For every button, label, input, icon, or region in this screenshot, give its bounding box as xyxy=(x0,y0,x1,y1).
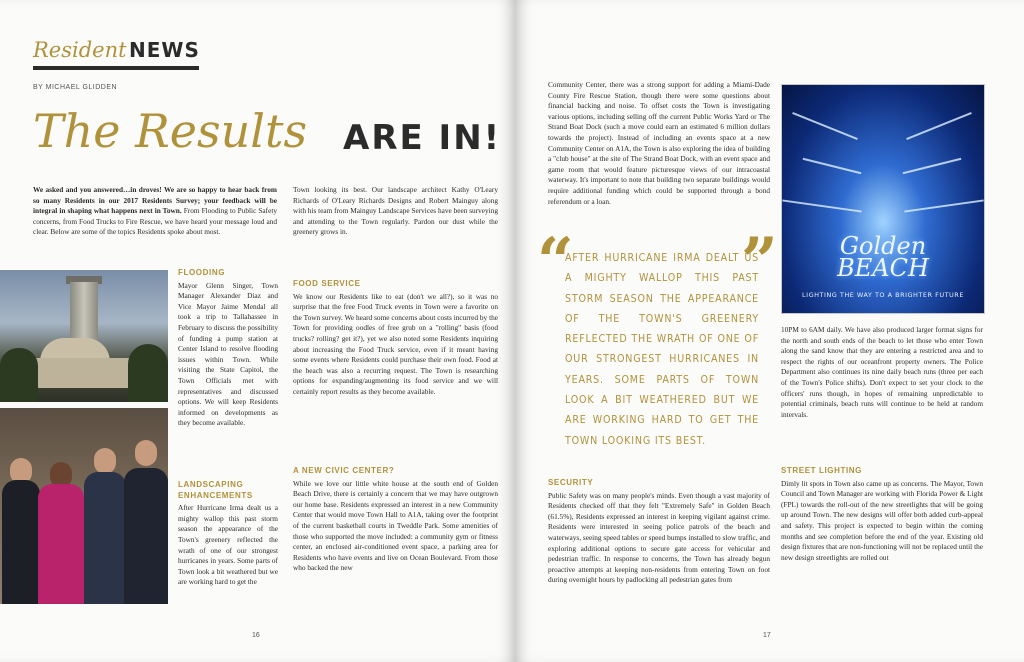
open-quote-icon: “ xyxy=(537,224,574,299)
civic-heading: A NEW CIVIC CENTER? xyxy=(293,466,395,475)
flooding-heading: FLOODING xyxy=(178,268,226,277)
cover-subtitle: LIGHTING THE WAY TO A BRIGHTER FUTURE xyxy=(802,291,964,299)
light-beam xyxy=(904,199,983,212)
person-2 xyxy=(38,446,84,604)
headline xyxy=(33,104,502,174)
security-section xyxy=(548,478,770,586)
light-beam xyxy=(906,112,972,140)
capitol-photo xyxy=(0,270,168,402)
food-section xyxy=(293,279,498,398)
person-4 xyxy=(124,434,168,604)
cover-title-line-2: BEACH xyxy=(837,254,929,282)
column-2-top xyxy=(293,185,498,238)
section-logo-bold: NEWS xyxy=(129,38,200,62)
landscaping-continued: Town looking its best. Our landscape architect Kathy O'Leary Richards of O'Leary Richards Designs and Robert Mainguy along with his team from Mainguy Landscape Services have been surveying and attending to the Town regularly. Pardon our dust while the greenery grows in. xyxy=(293,185,498,237)
officials-photo xyxy=(0,408,168,604)
pull-quote-text: AFTER HURRICANE IRMA DEALT US A MIGHTY WALLOP THIS PAST STORM SEASON THE APPEARANCE OF THE TOWN'S GREENERY REFLECTED THE WRATH OF ONE OF OUR STRONGEST HURRICANES IN YEARS. SOME PARTS OF TOWN LOOK A BIT WEATHERED BUT WE ARE WORKING HARD TO GET THE TOWN LOOKING ITS BEST. xyxy=(565,252,759,447)
civic-section xyxy=(293,466,498,574)
lighting-section xyxy=(781,466,983,563)
lighting-body: Dimly lit spots in Town also came up as concerns. The Mayor, Town Council and Town Manager are working with Florida Power & Light (FPL) towards the roll-out of the new streetlights that will be going up around Town. The new designs will offer both added curb-appeal and safety. This project is expected to begin within the coming months and see completion before the end of the year. Existing old design fixtures that are non-functioning will not be replaced until the new design streetlights are rolled out xyxy=(781,478,983,562)
person-3 xyxy=(84,438,126,604)
cover-title xyxy=(782,232,984,282)
landscaping-section xyxy=(178,480,278,588)
page-number-right: 17 xyxy=(763,632,771,639)
security-continued: 10PM to 6AM daily. We have also produced larger format signs for the north and south ends of the beach to let those who enter Town along the sand know that they are entering a restricted area and to respect the rights of our oceanfront property owners. The Police Department also continues its nine daily beach runs (three per each of the Town's Police shifts). Don't expect to set your clock to the officers' runs though, in hopes of remaining unpredictable to potential criminals, beach runs will continue to be held at random intervals. xyxy=(781,325,983,419)
intro-bold: We asked and you answered…in droves! We are so happy to hear back from so many Residents in our 2017 Residents Survey; your feedback will be integral in shaping what happens next in Town. xyxy=(33,185,277,216)
right-page xyxy=(515,0,1024,662)
page-number-left: 16 xyxy=(252,632,260,639)
security-continued-column xyxy=(781,325,983,420)
flooding-body: Mayor Glenn Singer, Town Manager Alexander Diaz and Vice Mayor Jaime Mendal all took a trip to Tallahassee in February to discuss the possibility of funding a pump station at Center Island to resolve flooding issues within Town. While visiting the State Capitol, the Town Officials met with representatives and discussed options. We will keep Residents informed on developments as they become available. xyxy=(178,280,278,428)
pull-quote xyxy=(549,248,771,451)
civic-continued-column xyxy=(548,80,770,207)
light-beam xyxy=(903,158,962,174)
light-beam xyxy=(792,112,858,140)
landscaping-heading: LANDSCAPING ENHANCEMENTS xyxy=(178,480,253,500)
intro-rest: From Flooding to Public Safety concerns, from Food Trucks to Fire Rescue, we have heard your message loud and clear. Below are some of the topics Residents spoke about most. xyxy=(33,206,277,237)
close-quote-icon: ” xyxy=(741,224,778,299)
byline: BY MICHAEL GLIDDEN xyxy=(33,84,118,91)
security-body: Public Safety was on many people's minds. Even though a vast majority of Residents checked off that they felt "Extremely Safe" in Golden Beach (61.5%), Residents expressed an interest in keeping vigilant against crime. Residents were interested in seeing police patrols of the beach and waterways, seeing speed tables or speed bumps installed to slow traffic, and exploring additional options to secure gate access for vehicular and pedestrian traffic. In response to concerns, the Town has already begun proactive attempts at keeping non-residents from entering Town on foot during overnight hours by padlocking all pedestrian gates from xyxy=(548,490,770,585)
civic-continued: Community Center, there was a strong support for adding a Miami-Dade County Fire Rescue Station, though there were some questions about financial backing and noise. To offset costs the Town is investigating various options, including selling off the current Public Works Yard or The Strand Boat Dock (such a move could earn an estimated 6 million dollars towards the project). Instead of including an events space at a new Community Center on A1A, the Town is also exploring the idea of building a "club house" at the site of The Strand Boat Dock, with an event space and game room that would feature picturesque views of our intracoastal waterway. It's important to note that building two separate buildings would require additional funding which could be supported through a bond referendum or a loan. xyxy=(548,80,770,206)
food-heading: FOOD SERVICE xyxy=(293,279,361,288)
security-heading: SECURITY xyxy=(548,478,594,487)
trees-right xyxy=(128,344,168,402)
lighting-heading: STREET LIGHTING xyxy=(781,466,862,475)
civic-body: While we love our little white house at the south end of Golden Beach Drive, there is certainly a concern that we may have outgrown our home base. Residents expressed an interest in a new Community Center that would move Town Hall to A1A, taking over the footprint of the current basketball courts in Tweddle Park. Some amenities of those who supported the move included: a community gym or fitness center, an enclosed air-conditioned event space, a parking area for Residents who have events and live on Ocean Boulevard. From those who backed the new xyxy=(293,478,498,573)
landscaping-body: After Hurricane Irma dealt us a mighty wallop this past storm season the appearance of the Town's greenery reflected the wrath of one of our strongest hurricanes in years. Some parts of Town look a bit weathered but we are working hard to get the xyxy=(178,503,278,587)
person-1 xyxy=(2,444,40,604)
light-beam xyxy=(803,158,862,174)
golden-beach-cover-image xyxy=(781,84,985,314)
section-logo xyxy=(33,36,203,72)
flooding-section xyxy=(178,268,278,429)
headline-script: The Results xyxy=(33,104,308,158)
trees-left xyxy=(0,348,38,402)
intro-paragraph xyxy=(33,185,277,238)
section-logo-script: Resident xyxy=(33,38,127,62)
cover-title-line-1: Golden xyxy=(839,232,927,260)
light-beam xyxy=(782,199,861,212)
section-logo-underline xyxy=(33,66,199,70)
food-body: We know our Residents like to eat (don't we all?), so it was no surprise that the free Food Truck events in Town were a favorite on the Town survey. We heard some concerns about costs incurred by the Town for providing oodles of free grub on a "rolling" basis (food trucks? rolling? get it?), yet we also noted some Residents inquiring about increasing the Food Truck service, even if it meant having some events where Residents could purchase their own food. Food at the beach was also a recurring request. The Town is researching options for expanding/augmenting its food service and we will certainly report results as they become available. xyxy=(293,291,498,396)
headline-bold: ARE IN! xyxy=(343,118,502,158)
